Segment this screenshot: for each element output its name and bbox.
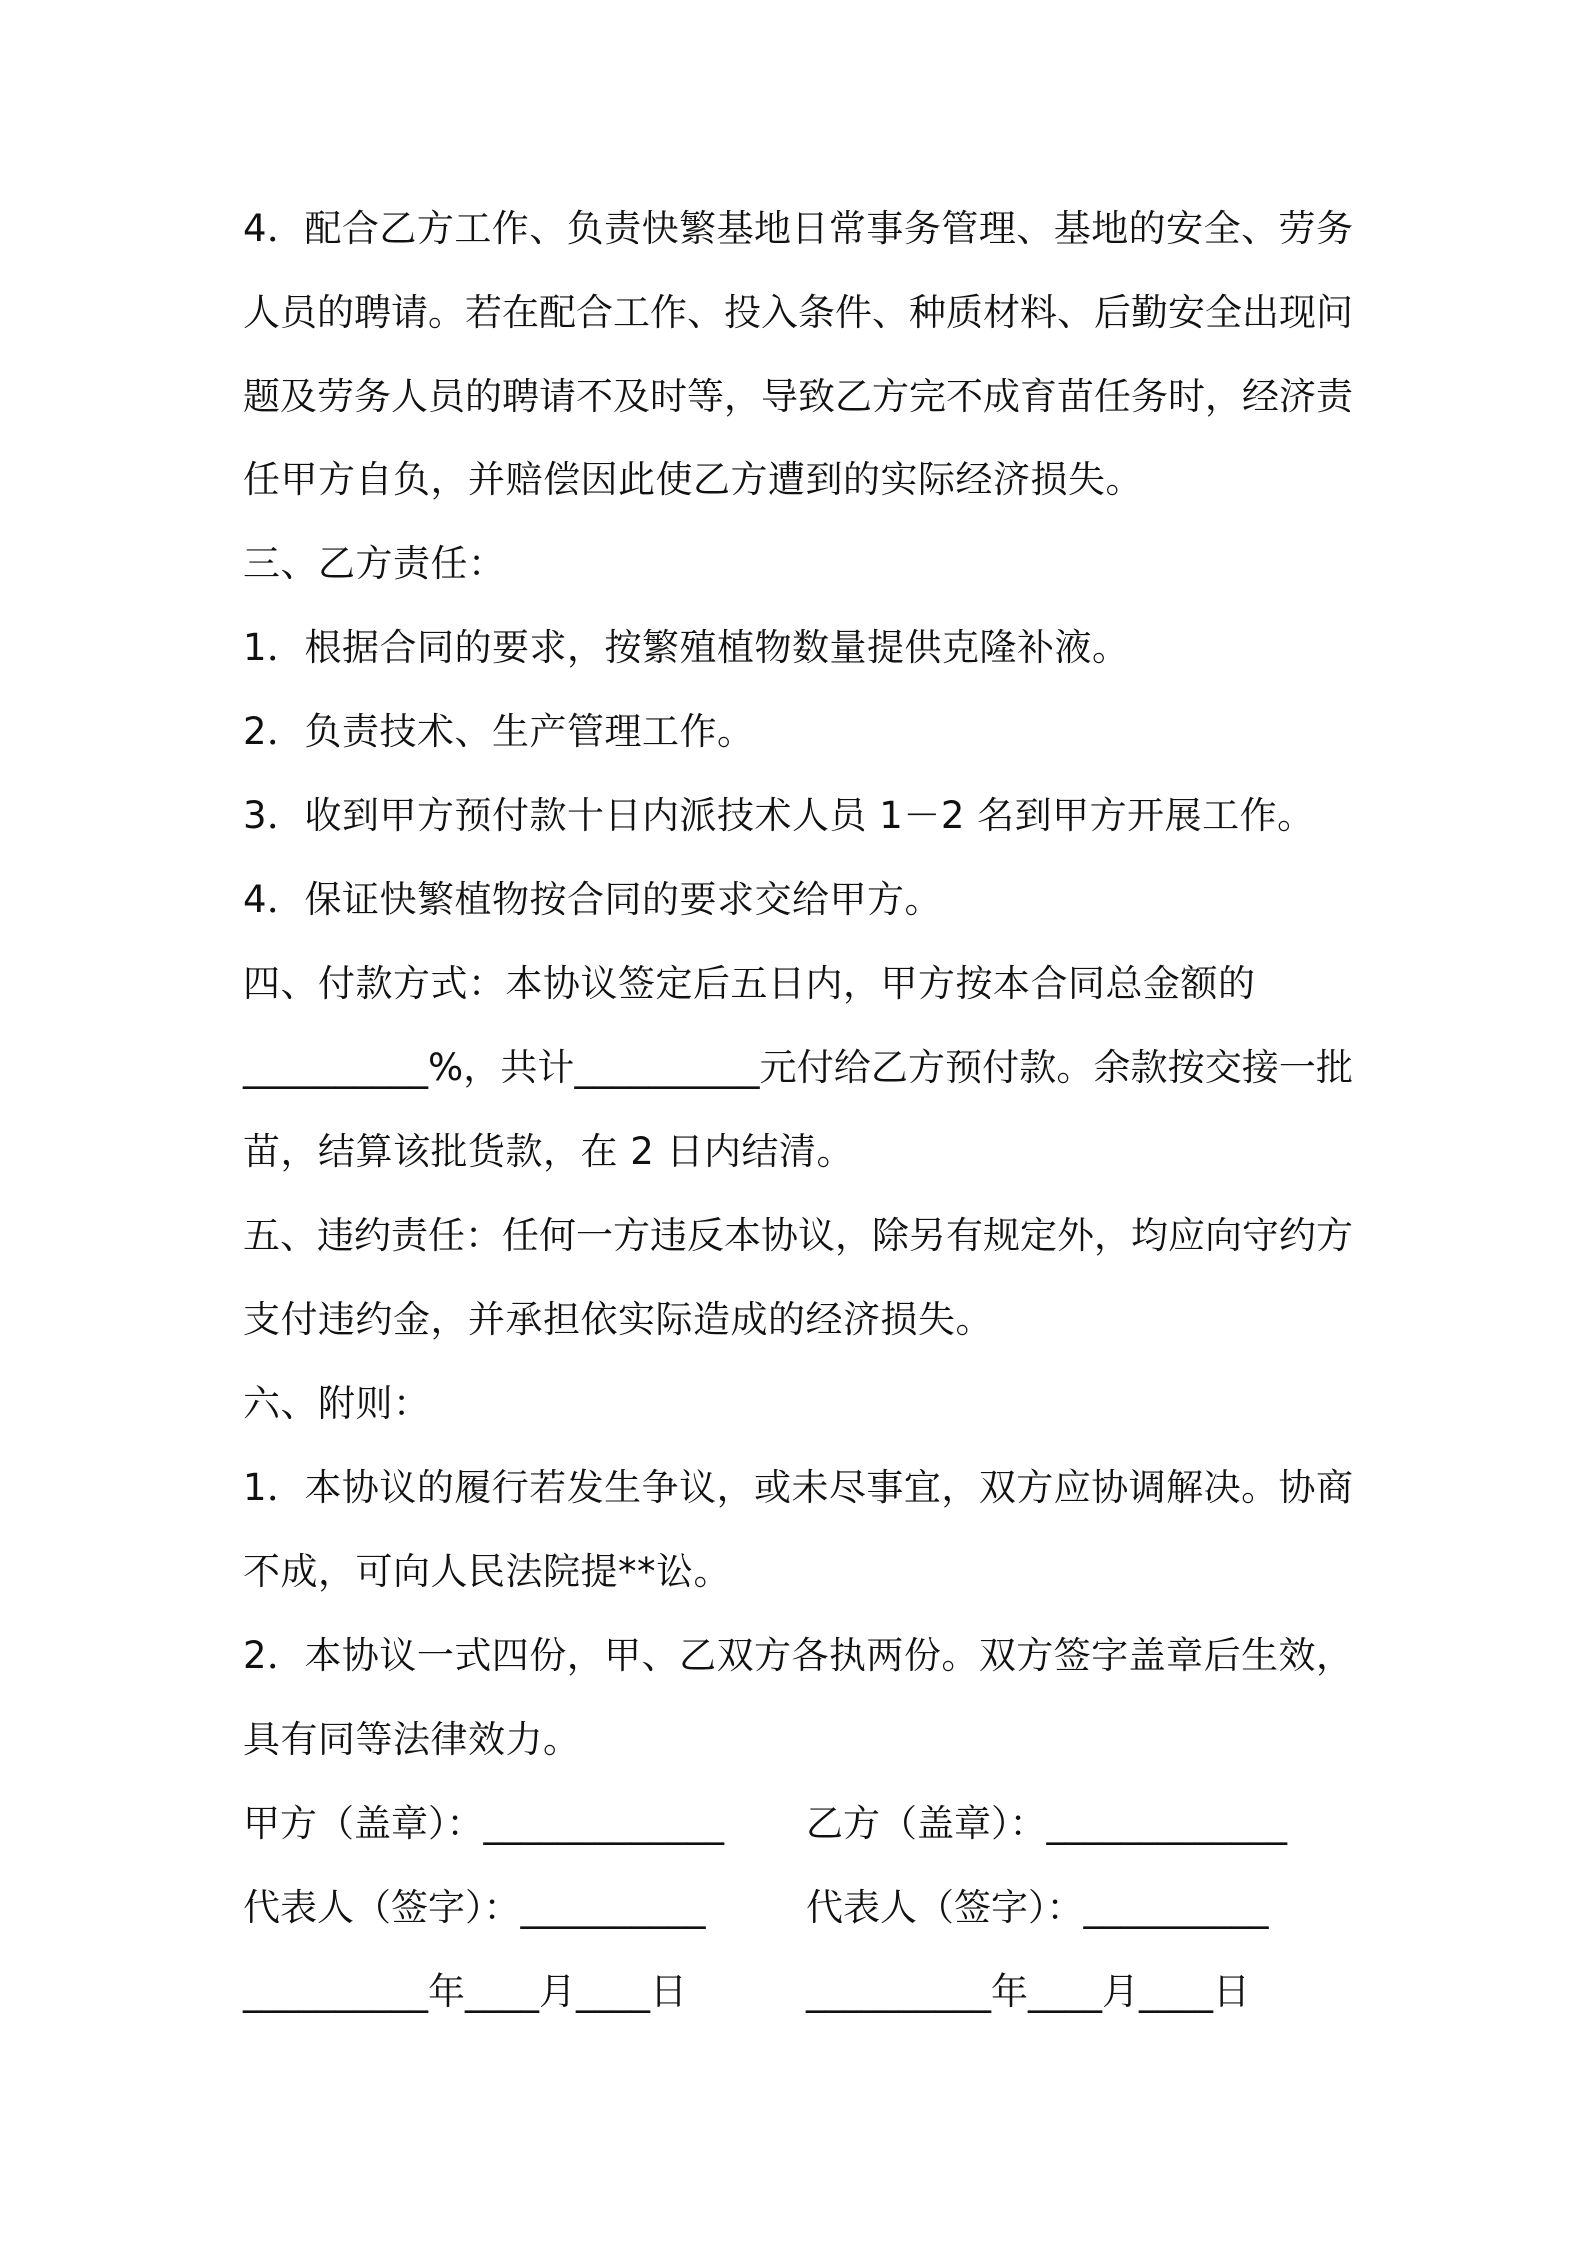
clause-b3: 3．收到甲方预付款十日内派技术人员 1－2 名到甲方开展工作。 xyxy=(243,794,1315,837)
section-heading-party-b-duties: 三、乙方责任： xyxy=(243,542,506,585)
clause-a4-line-2: 人员的聘请。若在配合工作、投入条件、种质材料、后勤安全出现问 xyxy=(243,291,1353,334)
party-a-representative-field: 代表人（签字）：__________ xyxy=(243,1886,706,1929)
signature-row-date xyxy=(243,1964,1343,2020)
section-payment-line-2: __________%，共计__________元付给乙方预付款。余款按交接一批 xyxy=(243,1046,1353,1089)
party-b-date-field: __________年____月____日 xyxy=(806,1970,1250,2013)
section-payment-line-3: 苗，结算该批货款，在 2 日内结清。 xyxy=(243,1130,855,1173)
signature-row-representative xyxy=(243,1880,1343,1936)
section-payment-line-1: 四、付款方式：本协议签定后五日内，甲方按本合同总金额的 xyxy=(243,962,1256,1005)
section-breach-line-2: 支付违约金，并承担依实际造成的经济损失。 xyxy=(243,1298,993,1341)
clause-a4-line-3: 题及劳务人员的聘请不及时等，导致乙方完不成育苗任务时，经济责 xyxy=(243,375,1353,418)
clause-b1: 1．根据合同的要求，按繁殖植物数量提供克隆补液。 xyxy=(243,626,1130,669)
clause-s2-line-2: 具有同等法律效力。 xyxy=(243,1718,581,1761)
party-b-seal-field: 乙方（盖章）：_____________ xyxy=(806,1802,1287,1845)
clause-a4-line-4: 任甲方自负，并赔偿因此使乙方遭到的实际经济损失。 xyxy=(243,458,1143,501)
party-b-representative-field: 代表人（签字）：__________ xyxy=(806,1886,1269,1929)
clause-s1-line-1: 1．本协议的履行若发生争议，或未尽事宜，双方应协调解决。协商 xyxy=(243,1466,1353,1509)
section-breach-line-1: 五、违约责任：任何一方违反本协议，除另有规定外，均应向守约方 xyxy=(243,1214,1353,1257)
party-a-date-field: __________年____月____日 xyxy=(243,1970,687,2013)
clause-s1-line-2: 不成，可向人民法院提**讼。 xyxy=(243,1550,731,1593)
section-heading-supplementary: 六、附则： xyxy=(243,1382,431,1425)
clause-b2: 2．负责技术、生产管理工作。 xyxy=(243,710,755,753)
party-a-seal-field: 甲方（盖章）：_____________ xyxy=(243,1802,724,1845)
clause-s2-line-1: 2．本协议一式四份，甲、乙双方各执两份。双方签字盖章后生效， xyxy=(243,1634,1353,1677)
clause-b4: 4．保证快繁植物按合同的要求交给甲方。 xyxy=(243,878,943,921)
signature-row-seal xyxy=(243,1796,1343,1852)
clause-a4-line-1: 4．配合乙方工作、负责快繁基地日常事务管理、基地的安全、劳务 xyxy=(243,207,1353,250)
